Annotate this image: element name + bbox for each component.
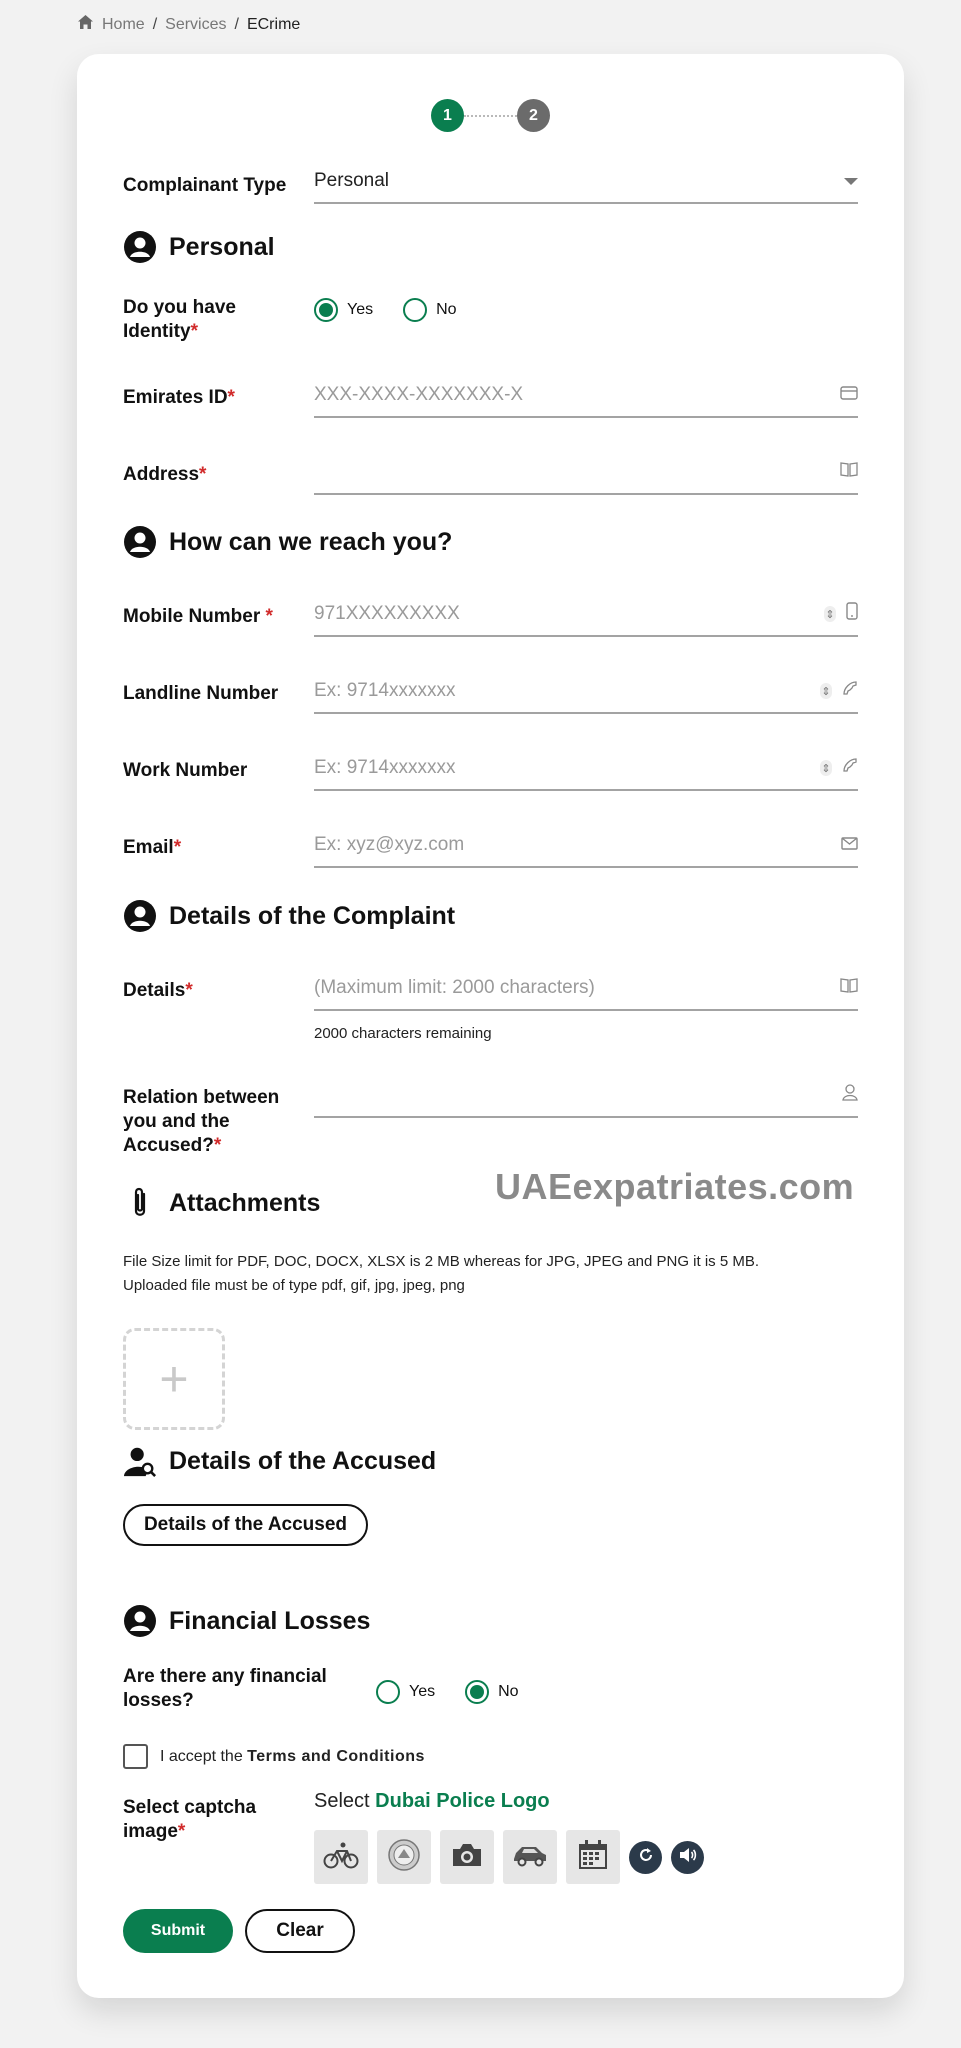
- calendar-icon: [577, 1839, 609, 1876]
- person-icon: [842, 1084, 858, 1107]
- step-connector: [464, 115, 517, 117]
- section-reach: [123, 525, 452, 559]
- step-1[interactable]: 1: [431, 99, 464, 132]
- financial-no-label: No: [498, 1683, 519, 1700]
- emirates-id-placeholder: XXX-XXXX-XXXXXXX-X: [314, 384, 524, 405]
- financial-yes-label: Yes: [409, 1683, 436, 1700]
- terms-prefix: I accept the: [160, 1747, 243, 1765]
- user-circle-icon: [123, 899, 157, 933]
- step-2[interactable]: 2: [517, 99, 550, 132]
- chevron-down-icon: [844, 178, 858, 185]
- terms-row: [123, 1744, 425, 1769]
- identity-no-option[interactable]: [403, 298, 456, 322]
- complainant-type-value: Personal: [314, 170, 389, 191]
- breadcrumb: [77, 14, 300, 35]
- radio-unchecked-icon[interactable]: [403, 298, 427, 322]
- captcha-car-option[interactable]: [503, 1830, 557, 1884]
- work-number-input[interactable]: [314, 747, 858, 791]
- user-circle-icon: [123, 230, 157, 264]
- identity-yes-label: Yes: [347, 301, 374, 318]
- number-spinner[interactable]: ⇕: [824, 606, 836, 622]
- breadcrumb-services[interactable]: Services: [165, 15, 227, 33]
- car-icon: [512, 1843, 548, 1872]
- captcha-prompt-text: Select: [314, 1790, 370, 1812]
- section-reach-title: How can we reach you?: [169, 527, 453, 556]
- financial-radio-group: [376, 1680, 519, 1704]
- emirates-id-input[interactable]: [314, 374, 858, 418]
- section-accused: [123, 1444, 436, 1478]
- details-of-accused-button[interactable]: Details of the Accused: [123, 1504, 368, 1546]
- captcha-refresh-button[interactable]: [629, 1841, 662, 1874]
- radio-checked-icon[interactable]: [314, 298, 338, 322]
- identity-yes-option[interactable]: [314, 298, 373, 322]
- section-complaint: [123, 899, 455, 933]
- work-number-placeholder: Ex: 9714xxxxxxx: [314, 757, 456, 778]
- attachment-size-info: File Size limit for PDF, DOC, DOCX, XLSX is 2 MB whereas for JPG, JPEG and PNG it is 5 MB.: [123, 1253, 759, 1270]
- complainant-type-label: Complainant Type: [123, 175, 287, 196]
- terms-text: [160, 1748, 425, 1766]
- number-spinner[interactable]: ⇕: [820, 760, 832, 776]
- identity-radio-group: [314, 298, 457, 322]
- mobile-label-text: Mobile Number: [123, 606, 266, 627]
- landline-label: Landline Number: [123, 683, 279, 704]
- email-placeholder: Ex: xyz@xyz.com: [314, 834, 465, 855]
- work-number-label: Work Number: [123, 760, 248, 781]
- address-label: [123, 463, 206, 487]
- paperclip-icon: [123, 1186, 157, 1220]
- terms-checkbox[interactable]: [123, 1744, 148, 1769]
- captcha-calendar-option[interactable]: [566, 1830, 620, 1884]
- person-search-icon: [123, 1444, 157, 1478]
- financial-no-option[interactable]: [465, 1680, 518, 1704]
- section-accused-title: Details of the Accused: [169, 1446, 437, 1475]
- captcha-camera-option[interactable]: [440, 1830, 494, 1884]
- identity-no-label: No: [436, 301, 457, 318]
- complainant-type-select[interactable]: [314, 160, 858, 204]
- emirates-id-label-text: Emirates ID: [123, 387, 228, 408]
- captcha-bicycle-option[interactable]: [314, 1830, 368, 1884]
- required-mark: *: [213, 1135, 222, 1156]
- submit-button[interactable]: Submit: [123, 1909, 233, 1953]
- captcha-label: [123, 1796, 283, 1844]
- captcha-audio-button[interactable]: [671, 1841, 704, 1874]
- emirates-id-label: [123, 386, 235, 410]
- breadcrumb-home[interactable]: Home: [102, 15, 145, 33]
- attachment-type-info: Uploaded file must be of type pdf, gif, jpg, jpeg, png: [123, 1277, 465, 1294]
- home-icon[interactable]: [77, 14, 94, 35]
- user-circle-icon: [123, 525, 157, 559]
- required-mark: *: [173, 837, 182, 858]
- address-input[interactable]: [314, 451, 858, 495]
- captcha-target: Dubai Police Logo: [375, 1790, 550, 1812]
- phone-icon: [842, 680, 858, 702]
- section-financial: [123, 1604, 370, 1638]
- mobile-placeholder: 971XXXXXXXXX: [314, 603, 460, 624]
- required-mark: *: [190, 321, 198, 342]
- email-input[interactable]: [314, 824, 858, 868]
- terms-link[interactable]: Terms and Conditions: [247, 1747, 425, 1765]
- address-label-text: Address: [123, 464, 200, 485]
- speaker-icon: [679, 1847, 697, 1868]
- captcha-options: [314, 1830, 704, 1884]
- watermark: UAEexpatriates.com: [495, 1166, 855, 1207]
- section-personal-title: Personal: [169, 232, 275, 261]
- captcha-police-logo-option[interactable]: [377, 1830, 431, 1884]
- section-attachments: [123, 1186, 320, 1220]
- captcha-prompt: [314, 1790, 550, 1813]
- email-label: [123, 836, 181, 860]
- identity-label-text: Do you have Identity: [123, 297, 236, 342]
- required-mark: *: [265, 606, 273, 627]
- plus-icon: +: [159, 1351, 189, 1407]
- envelope-icon: [841, 834, 858, 856]
- breadcrumb-separator: /: [234, 15, 239, 33]
- financial-yes-option[interactable]: [376, 1680, 435, 1704]
- landline-placeholder: Ex: 9714xxxxxxx: [314, 680, 456, 701]
- id-card-icon: [840, 384, 858, 406]
- phone-icon: [842, 757, 858, 779]
- details-placeholder: (Maximum limit: 2000 characters): [314, 977, 595, 998]
- user-circle-icon: [123, 1604, 157, 1638]
- required-mark: *: [199, 464, 207, 485]
- refresh-icon: [638, 1847, 654, 1868]
- number-spinner[interactable]: ⇕: [820, 683, 832, 699]
- email-label-text: Email: [123, 837, 174, 858]
- camera-icon: [451, 1842, 483, 1873]
- landline-input[interactable]: [314, 670, 858, 714]
- details-label: [123, 979, 193, 1003]
- breadcrumb-separator: /: [152, 15, 158, 33]
- section-financial-title: Financial Losses: [169, 1606, 371, 1635]
- bicycle-icon: [323, 1841, 359, 1874]
- required-mark: *: [227, 387, 235, 408]
- characters-remaining: 2000 characters remaining: [314, 1025, 492, 1042]
- book-icon: [840, 977, 858, 999]
- details-textarea[interactable]: [314, 967, 858, 1011]
- clear-button[interactable]: Clear: [245, 1909, 355, 1953]
- identity-label: [123, 296, 263, 344]
- mobile-phone-icon: [846, 602, 858, 626]
- section-personal: [123, 230, 275, 264]
- required-mark: *: [177, 1821, 186, 1842]
- police-logo-icon: [387, 1838, 421, 1877]
- mobile-label: [123, 605, 273, 629]
- required-mark: *: [185, 980, 193, 1001]
- details-label-text: Details: [123, 980, 186, 1001]
- relation-label: [123, 1086, 288, 1158]
- radio-unchecked-icon[interactable]: [376, 1680, 400, 1704]
- radio-checked-icon[interactable]: [465, 1680, 489, 1704]
- relation-input[interactable]: [314, 1074, 858, 1118]
- section-attachments-title: Attachments: [169, 1188, 321, 1217]
- book-icon: [840, 461, 858, 483]
- mobile-input[interactable]: [314, 593, 858, 637]
- financial-losses-label: Are there any financial losses?: [123, 1666, 327, 1711]
- section-complaint-title: Details of the Complaint: [169, 901, 456, 930]
- breadcrumb-current: ECrime: [246, 15, 301, 33]
- relation-label-text: Relation between you and the Accused?: [123, 1087, 280, 1156]
- stepper: [431, 99, 550, 132]
- form-card: [77, 54, 904, 1998]
- upload-dropzone[interactable]: [123, 1328, 225, 1430]
- captcha-label-text: Select captcha image: [123, 1797, 257, 1842]
